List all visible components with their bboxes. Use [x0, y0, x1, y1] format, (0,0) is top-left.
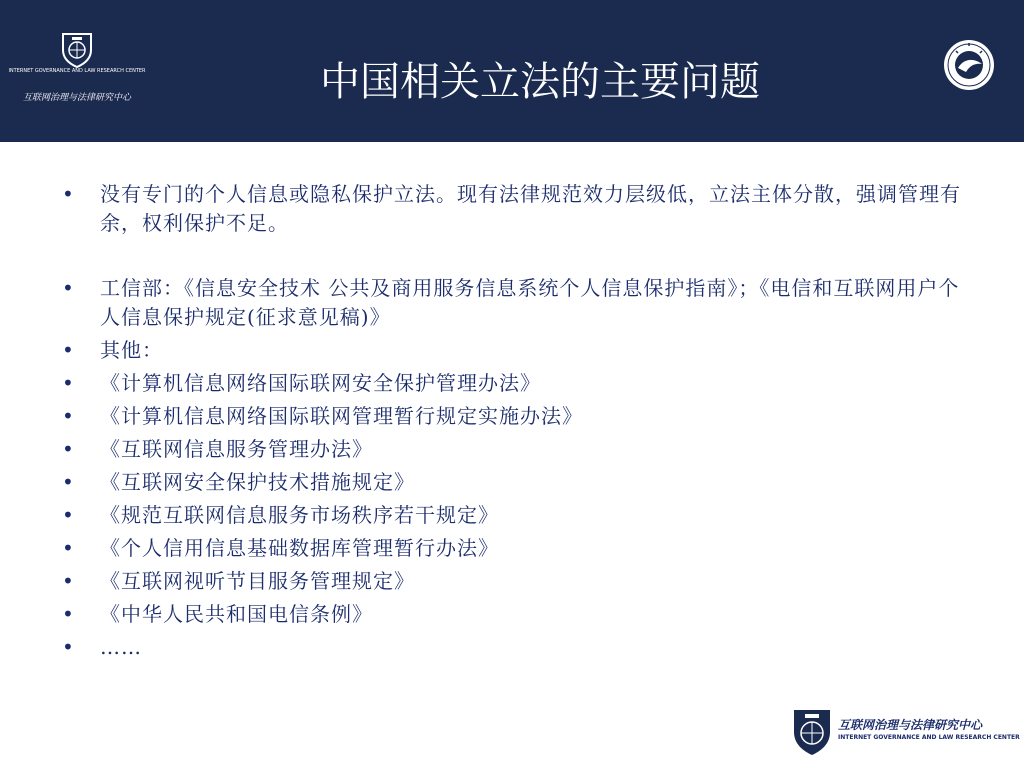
shield-icon	[790, 706, 834, 762]
footer-logo	[790, 704, 1020, 760]
bullet-item: • 《互联网安全保护技术措施规定》	[58, 468, 978, 497]
bullet-item: • 《个人信用信息基础数据库管理暂行办法》	[58, 534, 978, 563]
bullet-item: • 《计算机信息网络国际联网安全保护管理办法》	[58, 369, 978, 398]
bullet-item: • ……	[58, 633, 978, 662]
footer-logo-english: INTERNET GOVERNANCE AND LAW RESEARCH CENTER	[838, 734, 1020, 741]
university-seal-icon	[942, 38, 996, 96]
bullet-item: • 《互联网信息服务管理办法》	[58, 435, 978, 464]
header-logo-chinese: 互联网治理与法律研究中心	[22, 93, 131, 103]
bullet-item: • 其他：	[58, 336, 978, 365]
bullet-item: • 没有专门的个人信息或隐私保护立法。现有法律规范效力层级低，立法主体分散，强调管理有余，权利保护不足。	[58, 180, 978, 238]
bullet-item: • 《互联网视听节目服务管理规定》	[58, 567, 978, 596]
bullet-item: • 工信部：《信息安全技术 公共及商用服务信息系统个人信息保护指南》；《电信和互联网用户个人信息保护规定(征求意见稿)》	[58, 274, 978, 332]
bullet-item: • 《计算机信息网络国际联网管理暂行规定实施办法》	[58, 402, 978, 431]
shield-icon	[58, 30, 96, 72]
footer-logo-chinese: 互联网治理与法律研究中心	[838, 718, 983, 732]
header-logo	[8, 30, 146, 108]
page-title: 中国相关立法的主要问题	[320, 59, 760, 105]
bullet-item: • 《中华人民共和国电信条例》	[58, 600, 978, 629]
bullet-item: • 《规范互联网信息服务市场秩序若干规定》	[58, 501, 978, 530]
slide-header	[0, 0, 1024, 142]
bullet-list	[58, 180, 978, 666]
header-logo-english: INTERNET GOVERNANCE AND LAW RESEARCH CENTER	[8, 68, 146, 74]
